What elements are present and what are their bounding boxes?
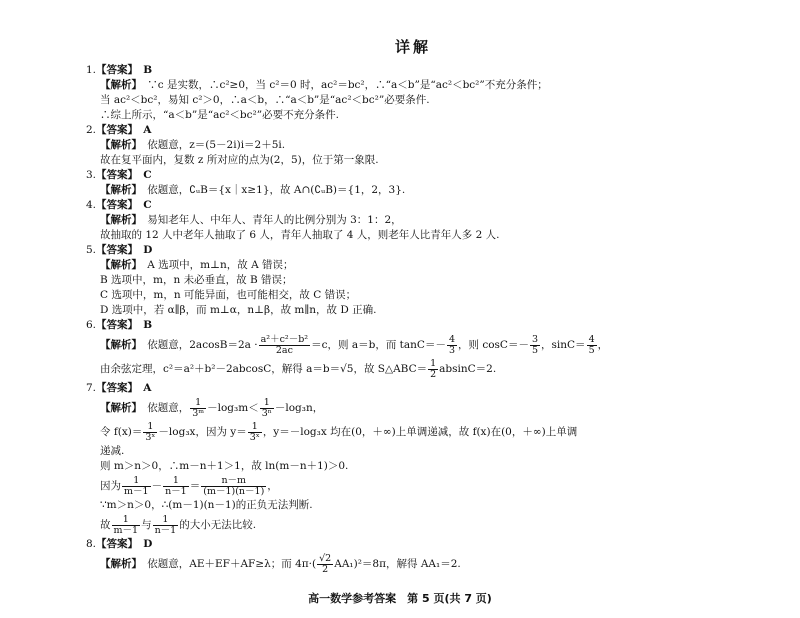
answer-value: D bbox=[143, 244, 153, 256]
analysis-text: 因为 bbox=[100, 480, 121, 492]
item-number: 6. bbox=[86, 319, 97, 331]
fraction-denominator: 3ˣ bbox=[145, 431, 156, 443]
analysis-text: ， bbox=[267, 480, 278, 492]
analysis-tag: 【解析】 bbox=[100, 139, 137, 151]
fraction bbox=[143, 422, 157, 443]
fraction bbox=[122, 476, 151, 497]
analysis-text: 依题意，2acosB＝2a · bbox=[147, 339, 258, 351]
fraction bbox=[190, 398, 206, 419]
analysis-text: A 选项中，m⊥n，故 A 错误； bbox=[147, 259, 294, 271]
analysis-line: ∴综上所示，“a＜b”是“ac²＜bc²”必要不充分条件. bbox=[100, 109, 339, 121]
fraction-numerator: 1 bbox=[163, 476, 189, 487]
answer-item-2 bbox=[86, 123, 740, 168]
answer-tag: 【答案】 bbox=[96, 169, 133, 181]
fraction-denominator: 5 bbox=[531, 344, 539, 356]
analysis-line: 递减. bbox=[100, 445, 125, 457]
analysis-line bbox=[86, 333, 740, 357]
analysis-text: 故 bbox=[100, 519, 111, 531]
answer-item-8 bbox=[86, 537, 740, 576]
answer-value: B bbox=[143, 319, 153, 331]
item-number: 2. bbox=[86, 124, 97, 136]
fraction-denominator: 2 bbox=[322, 563, 329, 575]
answer-item-3 bbox=[86, 168, 740, 198]
answer-line bbox=[86, 243, 740, 258]
analysis-text: ，sinC＝ bbox=[541, 339, 586, 351]
answer-tag: 【答案】 bbox=[96, 199, 133, 211]
answer-value: C bbox=[143, 199, 152, 211]
fraction bbox=[201, 476, 266, 497]
fraction-denominator: m－1 bbox=[124, 485, 149, 497]
fraction-numerator: √2 bbox=[319, 552, 332, 564]
item-number: 7. bbox=[86, 382, 97, 394]
analysis-line: 故在复平面内，复数 z 所对应的点为(2，5)，位于第一象限. bbox=[100, 154, 379, 166]
analysis-text: 依题意，AE＋EF＋AF≥λ；而 4π·( bbox=[147, 558, 317, 570]
fraction-numerator: 1 bbox=[122, 476, 151, 487]
answer-value: D bbox=[143, 538, 153, 550]
analysis-text: AA₁)²＝8π，解得 AA₁＝2. bbox=[334, 558, 461, 570]
analysis-text: －log₃n， bbox=[274, 402, 324, 414]
analysis-line: D 选项中，若 α∥β，而 m⊥α，n⊥β，故 m∥n，故 D 正确. bbox=[100, 304, 377, 316]
fraction-denominator: 2 bbox=[430, 368, 437, 380]
fraction-numerator: 4 bbox=[448, 333, 455, 345]
fraction bbox=[587, 335, 597, 356]
answer-item-5 bbox=[86, 243, 740, 318]
answer-value: B bbox=[143, 64, 153, 76]
answer-item-7 bbox=[86, 381, 740, 537]
fraction bbox=[163, 476, 189, 497]
fraction-denominator: n－1 bbox=[154, 524, 177, 536]
fraction-numerator: 1 bbox=[260, 398, 274, 409]
analysis-line bbox=[86, 78, 740, 93]
fraction bbox=[447, 335, 457, 356]
fraction bbox=[259, 335, 311, 356]
analysis-text: 依题意，∁ᵤB＝{x｜x≥1}，故 A∩(∁ᵤB)＝{1，2，3}. bbox=[147, 184, 406, 196]
answer-tag: 【答案】 bbox=[96, 382, 133, 394]
fraction-denominator: n－1 bbox=[165, 485, 187, 497]
fraction-numerator: 1 bbox=[430, 357, 437, 369]
fraction-numerator: 1 bbox=[153, 515, 179, 526]
analysis-tag: 【解析】 bbox=[100, 214, 137, 226]
analysis-line: 当 ac²＜bc²，易知 c²＞0，∴a＜b，∴“a＜b”是“ac²＜bc²”必要条件. bbox=[100, 94, 430, 106]
analysis-line: C 选项中，m，n 可能异面，也可能相交，故 C 错误； bbox=[100, 289, 357, 301]
answer-line bbox=[86, 168, 740, 183]
analysis-tag: 【解析】 bbox=[100, 79, 137, 91]
answer-tag: 【答案】 bbox=[96, 319, 133, 331]
answer-tag: 【答案】 bbox=[96, 244, 133, 256]
analysis-text: －log₃x，因为 y＝ bbox=[158, 426, 247, 438]
answer-line bbox=[86, 381, 740, 396]
analysis-line: 故抽取的 12 人中老年人抽取了 6 人，青年人抽取了 4 人，则老年人比青年人多 2 人. bbox=[100, 229, 500, 241]
analysis-line: ∵m＞n＞0，∴(m－1)(n－1)的正负无法判断. bbox=[100, 499, 313, 511]
analysis-line bbox=[86, 396, 740, 420]
analysis-text: 易知老年人、中年人、青年人的比例分别为 3：1：2， bbox=[147, 214, 402, 226]
fraction-numerator: 4 bbox=[588, 333, 595, 345]
analysis-line bbox=[86, 183, 740, 198]
answer-item-4 bbox=[86, 198, 740, 243]
analysis-tag: 【解析】 bbox=[100, 339, 137, 351]
fraction bbox=[260, 398, 274, 419]
fraction-denominator: 3ⁿ bbox=[261, 407, 272, 419]
item-number: 8. bbox=[86, 538, 97, 550]
analysis-tag: 【解析】 bbox=[100, 184, 137, 196]
fraction-numerator: 1 bbox=[190, 398, 206, 409]
fraction-numerator: 3 bbox=[531, 333, 539, 345]
answer-tag: 【答案】 bbox=[96, 124, 133, 136]
analysis-line: B 选项中，m，n 未必垂直，故 B 错误； bbox=[100, 274, 293, 286]
answer-line bbox=[86, 198, 740, 213]
analysis-line bbox=[86, 420, 740, 444]
answer-line bbox=[86, 123, 740, 138]
answer-tag: 【答案】 bbox=[96, 64, 133, 76]
analysis-line bbox=[86, 258, 740, 273]
analysis-text: ，则 cosC＝－ bbox=[458, 339, 529, 351]
fraction bbox=[248, 422, 262, 443]
page-title: 详解 bbox=[394, 38, 431, 56]
answer-line bbox=[86, 537, 740, 552]
fraction-denominator: (m－1)(n－1) bbox=[203, 485, 265, 497]
analysis-line bbox=[86, 513, 740, 537]
item-number: 4. bbox=[86, 199, 97, 211]
fraction-numerator: 1 bbox=[143, 422, 157, 433]
analysis-text: －log₃m＜ bbox=[207, 402, 259, 414]
analysis-text: 与 bbox=[141, 519, 152, 531]
fraction-numerator: 1 bbox=[248, 422, 262, 433]
analysis-line bbox=[86, 552, 740, 576]
analysis-line bbox=[86, 213, 740, 228]
fraction-numerator: a²＋c²－b² bbox=[260, 333, 309, 345]
item-number: 1. bbox=[86, 64, 97, 76]
item-number: 5. bbox=[86, 244, 97, 256]
analysis-line: 则 m＞n＞0，∴m－n＋1＞1，故 ln(m－n＋1)＞0. bbox=[100, 460, 349, 472]
analysis-text: ＝ bbox=[189, 480, 201, 492]
analysis-text: 令 f(x)＝ bbox=[100, 426, 143, 438]
fraction bbox=[112, 515, 141, 536]
analysis-text: 依题意， bbox=[147, 402, 190, 414]
page-footer: 高一数学参考答案 第 5 页(共 7 页) bbox=[308, 592, 492, 605]
fraction-denominator: 3 bbox=[448, 344, 455, 356]
fraction bbox=[530, 335, 540, 356]
answer-value: A bbox=[143, 124, 152, 136]
analysis-text: ，y＝－log₃x 均在(0，＋∞)上单调递减，故 f(x)在(0，＋∞)上单调 bbox=[262, 426, 578, 438]
analysis-line bbox=[86, 357, 740, 381]
analysis-text: ， bbox=[597, 339, 609, 351]
analysis-text: 的大小无法比较. bbox=[179, 519, 257, 531]
answer-tag: 【答案】 bbox=[96, 538, 133, 550]
analysis-text: － bbox=[151, 480, 163, 492]
analysis-tag: 【解析】 bbox=[100, 259, 137, 271]
analysis-text: ∵c 是实数，∴c²≥0，当 c²＝0 时，ac²＝bc²，∴“a＜b”是“ac²＜bc²”不充分条件； bbox=[147, 79, 548, 91]
answer-value: A bbox=[143, 382, 152, 394]
answer-item-1 bbox=[86, 63, 740, 123]
fraction-denominator: 3ᵐ bbox=[192, 407, 205, 419]
fraction-numerator: 1 bbox=[112, 515, 141, 526]
analysis-text: 由余弦定理，c²＝a²＋b²－2abcosC，解得 a＝b＝√5，故 S△ABC＝ bbox=[100, 363, 428, 375]
fraction bbox=[153, 515, 179, 536]
analysis-tag: 【解析】 bbox=[100, 558, 137, 570]
fraction bbox=[317, 554, 333, 575]
fraction-numerator: n－m bbox=[201, 476, 266, 487]
answer-value: C bbox=[143, 169, 152, 181]
analysis-tag: 【解析】 bbox=[100, 402, 137, 414]
fraction-denominator: 5 bbox=[588, 344, 595, 356]
fraction bbox=[428, 359, 438, 380]
analysis-line bbox=[86, 474, 740, 498]
answer-line bbox=[86, 318, 740, 333]
analysis-text: ＝c，则 a＝b，而 tanC＝－ bbox=[311, 339, 446, 351]
answer-item-6 bbox=[86, 318, 740, 381]
fraction-denominator: m－1 bbox=[113, 524, 139, 536]
answer-line bbox=[86, 63, 740, 78]
analysis-text: 依题意，z＝(5－2i)i＝2＋5i. bbox=[147, 139, 286, 151]
analysis-text: absinC＝2. bbox=[439, 363, 497, 375]
fraction-denominator: 3ˣ bbox=[249, 431, 260, 443]
fraction-denominator: 2ac bbox=[275, 344, 293, 356]
analysis-line bbox=[86, 138, 740, 153]
item-number: 3. bbox=[86, 169, 97, 181]
